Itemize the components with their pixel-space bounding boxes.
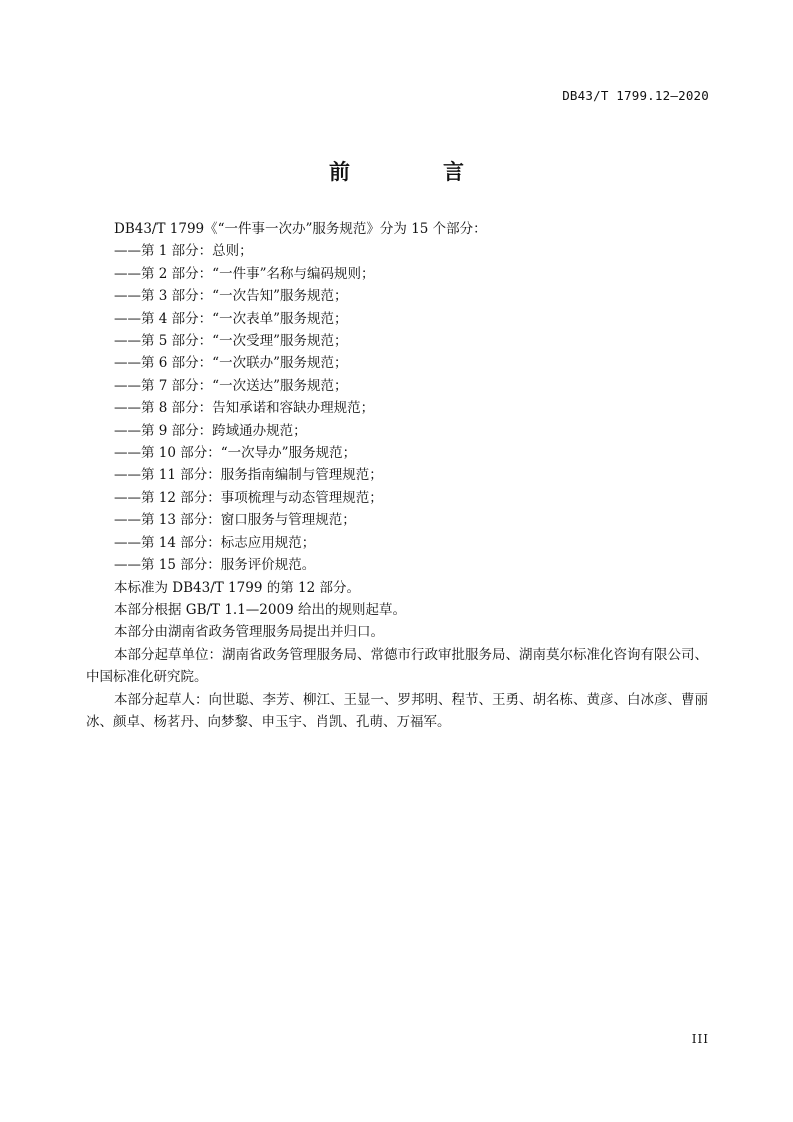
list-item: ——第 10 部分：“一次导办”服务规范；: [114, 445, 357, 462]
list-item: ——第 1 部分：总则；: [114, 243, 253, 260]
standard-code: DB43/T 1799.12—2020: [562, 88, 709, 103]
list-item: ——第 12 部分：事项梳理与动态管理规范；: [114, 489, 383, 506]
list-item: ——第 14 部分：标志应用规范；: [114, 534, 316, 551]
intro-paragraph: DB43/T 1799《“一件事一次办”服务规范》分为 15 个部分：: [114, 221, 487, 237]
list-item: ——第 15 部分：服务评价规范。: [114, 557, 316, 574]
list-item: ——第 8 部分：告知承诺和容缺办理规范；: [114, 400, 375, 417]
list-item: ——第 6 部分：“一次联办”服务规范；: [114, 355, 348, 372]
list-item: ——第 7 部分：“一次送达”服务规范；: [114, 377, 348, 394]
parts-list: [86, 240, 710, 576]
list-item: ——第 5 部分：“一次受理”服务规范；: [114, 333, 348, 350]
foreword-body: [86, 218, 710, 733]
drafting-units-statement: 本部分起草单位：湖南省政务管理服务局、常德市行政审批服务局、湖南莫尔标准化咨询有限公司、中国标准化研究院。: [86, 646, 708, 686]
list-item: ——第 3 部分：“一次告知”服务规范；: [114, 288, 348, 305]
proposer-statement: 本部分由湖南省政务管理服务局提出并归口。: [114, 624, 384, 641]
page-title: 前 言: [329, 160, 500, 184]
standard-part-statement: 本标准为 DB43/T 1799 的第 12 部分。: [114, 579, 360, 596]
list-item: ——第 2 部分：“一件事”名称与编码规则；: [114, 265, 375, 282]
list-item: ——第 13 部分：窗口服务与管理规范；: [114, 512, 356, 529]
drafters-statement: 本部分起草人：向世聪、李芳、柳江、王显一、罗邦明、程节、王勇、胡名栋、黄彦、白冰彦、曹丽冰、颜卓、杨茗丹、向梦黎、申玉宇、肖凯、孔萌、万福军。: [86, 691, 708, 730]
list-item: ——第 11 部分：服务指南编制与管理规范；: [114, 467, 383, 484]
list-item: ——第 4 部分：“一次表单”服务规范；: [114, 310, 348, 327]
list-item: ——第 9 部分：跨域通办规范；: [114, 422, 307, 439]
drafting-rules-statement: 本部分根据 GB/T 1.1—2009 给出的规则起草。: [114, 601, 406, 618]
page-number: III: [691, 1032, 709, 1046]
